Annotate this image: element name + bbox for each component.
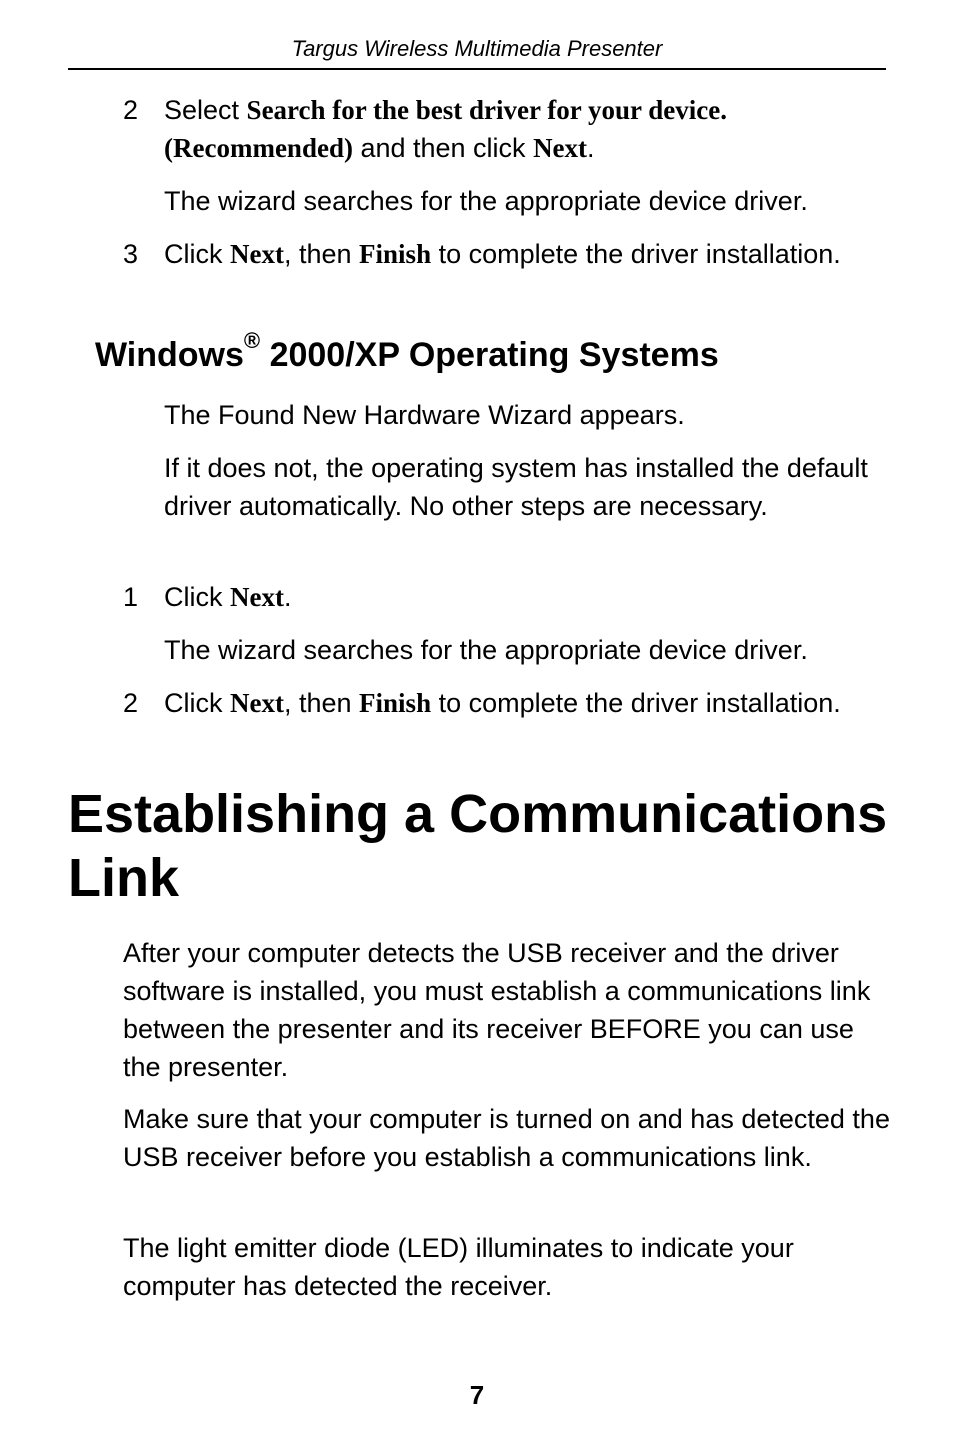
subsection-heading: Windows® 2000/XP Operating Systems [95, 327, 719, 374]
section-paragraph-3: The light emitter diode (LED) illuminates to indicate your computer has detected the receiver. [123, 1233, 794, 1301]
section-title: Establishing a Communications Link [68, 784, 888, 908]
bold-option: Search for the best driver for your device. (Recommended) [164, 95, 727, 163]
step-text: Click Next, then Finish to complete the driver installation. [164, 688, 841, 718]
page-number: 7 [469, 1380, 485, 1410]
subsection-intro: The Found New Hardware Wizard appears. [164, 400, 685, 430]
step-number: 2 [123, 95, 139, 125]
bold-next: Next [230, 582, 284, 612]
section-paragraph-2: Make sure that your computer is turned on and has detected the USB receiver before you establish a communications link. [123, 1104, 890, 1172]
step-2-note: The wizard searches for the appropriate device driver. [164, 186, 808, 216]
step-text: Click Next. [164, 582, 292, 612]
bold-finish: Finish [359, 688, 432, 718]
registered-mark: ® [243, 327, 261, 353]
bold-finish: Finish [359, 239, 432, 269]
header-rule [68, 68, 886, 70]
bold-next: Next [230, 239, 284, 269]
subsection-intro-2: If it does not, the operating system has installed the default driver automatically. No other steps are necessary. [164, 453, 868, 521]
running-header: Targus Wireless Multimedia Presenter [291, 36, 663, 61]
step-number: 2 [123, 688, 139, 718]
step-number: 1 [123, 582, 139, 612]
step-text: Click Next, then Finish to complete the driver installation. [164, 239, 841, 269]
step-1-note: The wizard searches for the appropriate device driver. [164, 635, 808, 665]
bold-next: Next [230, 688, 284, 718]
section-paragraph-1: After your computer detects the USB receiver and the driver software is installed, you must establish a communications link between the presenter and its receiver BEFORE you can use the presenter. [123, 938, 871, 1082]
step-number: 3 [123, 239, 139, 269]
bold-next: Next [533, 133, 588, 163]
step-text: Select Search for the best driver for your device. (Recommended) and then click Next. [164, 95, 727, 163]
